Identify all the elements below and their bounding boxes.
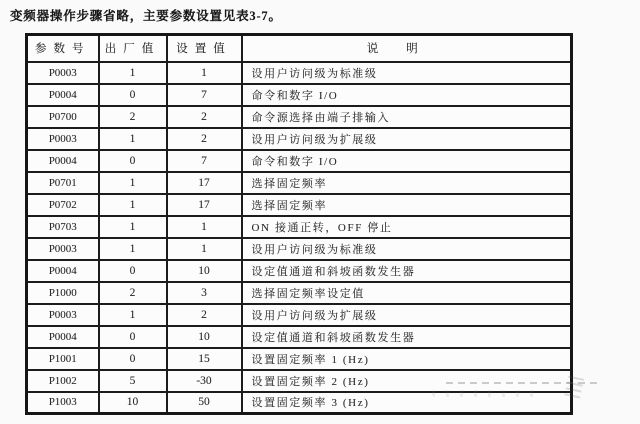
factory-value-cell: 1 bbox=[99, 238, 167, 260]
table-row bbox=[27, 282, 572, 304]
scan-artifact-smudge bbox=[432, 390, 542, 397]
param-number-cell: P0004 bbox=[27, 260, 99, 282]
factory-value-cell: 2 bbox=[99, 106, 167, 128]
description-cell: 设定值通道和斜坡函数发生器 bbox=[242, 326, 572, 348]
table-row bbox=[27, 106, 572, 128]
set-value-cell: 1 bbox=[167, 62, 242, 84]
parameter-table bbox=[25, 33, 573, 415]
set-value-cell: 15 bbox=[167, 348, 242, 370]
param-number-cell: P0004 bbox=[27, 326, 99, 348]
description-cell: 设置固定频率 3 (Hz) bbox=[242, 392, 572, 414]
table-row bbox=[27, 84, 572, 106]
table-row bbox=[27, 150, 572, 172]
factory-value-cell: 0 bbox=[99, 84, 167, 106]
set-value-cell: 10 bbox=[167, 260, 242, 282]
column-header-param: 参数号 bbox=[27, 35, 99, 62]
table-row bbox=[27, 304, 572, 326]
factory-value-cell: 0 bbox=[99, 326, 167, 348]
factory-value-cell: 5 bbox=[99, 370, 167, 392]
set-value-cell: 17 bbox=[167, 172, 242, 194]
description-cell: 选择固定频率 bbox=[242, 194, 572, 216]
param-number-cell: P1002 bbox=[27, 370, 99, 392]
table-row bbox=[27, 326, 572, 348]
table-row bbox=[27, 172, 572, 194]
param-number-cell: P1001 bbox=[27, 348, 99, 370]
table-row bbox=[27, 128, 572, 150]
factory-value-cell: 0 bbox=[99, 348, 167, 370]
page-title: 变频器操作步骤省略，主要参数设置见表3-7。 bbox=[10, 9, 282, 23]
description-cell: 命令和数字 I/O bbox=[242, 84, 572, 106]
param-number-cell: P0004 bbox=[27, 84, 99, 106]
param-number-cell: P0701 bbox=[27, 172, 99, 194]
description-cell: 设用户访问级为标准级 bbox=[242, 62, 572, 84]
set-value-cell: -30 bbox=[167, 370, 242, 392]
param-number-cell: P1003 bbox=[27, 392, 99, 414]
description-cell: 设置固定频率 2 (Hz) bbox=[242, 370, 572, 392]
description-cell: 设用户访问级为扩展级 bbox=[242, 304, 572, 326]
factory-value-cell: 1 bbox=[99, 216, 167, 238]
param-number-cell: P0003 bbox=[27, 304, 99, 326]
param-number-cell: P0703 bbox=[27, 216, 99, 238]
set-value-cell: 7 bbox=[167, 84, 242, 106]
set-value-cell: 1 bbox=[167, 216, 242, 238]
param-number-cell: P0003 bbox=[27, 238, 99, 260]
table-row bbox=[27, 260, 572, 282]
factory-value-cell: 10 bbox=[99, 392, 167, 414]
factory-value-cell: 0 bbox=[99, 150, 167, 172]
factory-value-cell: 1 bbox=[99, 172, 167, 194]
factory-value-cell: 1 bbox=[99, 304, 167, 326]
set-value-cell: 50 bbox=[167, 392, 242, 414]
set-value-cell: 2 bbox=[167, 128, 242, 150]
param-number-cell: P0702 bbox=[27, 194, 99, 216]
table-header-row bbox=[27, 35, 572, 62]
factory-value-cell: 0 bbox=[99, 260, 167, 282]
description-cell: 命令源选择由端子排输入 bbox=[242, 106, 572, 128]
description-cell: 设用户访问级为标准级 bbox=[242, 238, 572, 260]
factory-value-cell: 1 bbox=[99, 128, 167, 150]
table-row bbox=[27, 348, 572, 370]
param-number-cell: P0003 bbox=[27, 62, 99, 84]
description-cell: ON 接通正转，OFF 停止 bbox=[242, 216, 572, 238]
description-cell: 命令和数字 I/O bbox=[242, 150, 572, 172]
set-value-cell: 1 bbox=[167, 238, 242, 260]
param-number-cell: P0700 bbox=[27, 106, 99, 128]
set-value-cell: 7 bbox=[167, 150, 242, 172]
set-value-cell: 17 bbox=[167, 194, 242, 216]
description-cell: 设用户访问级为扩展级 bbox=[242, 128, 572, 150]
column-header-description: 说明 bbox=[242, 35, 572, 62]
table-row bbox=[27, 194, 572, 216]
description-cell: 选择固定频率设定值 bbox=[242, 282, 572, 304]
column-header-factory-value: 出厂值 bbox=[99, 35, 167, 62]
factory-value-cell: 1 bbox=[99, 62, 167, 84]
table-row bbox=[27, 370, 572, 392]
factory-value-cell: 1 bbox=[99, 194, 167, 216]
scan-artifact-squiggle bbox=[564, 376, 584, 401]
param-number-cell: P0004 bbox=[27, 150, 99, 172]
table-row bbox=[27, 216, 572, 238]
set-value-cell: 2 bbox=[167, 304, 242, 326]
description-cell: 设置固定频率 1 (Hz) bbox=[242, 348, 572, 370]
set-value-cell: 3 bbox=[167, 282, 242, 304]
table-row bbox=[27, 62, 572, 84]
column-header-set-value: 设置值 bbox=[167, 35, 242, 62]
set-value-cell: 2 bbox=[167, 106, 242, 128]
param-number-cell: P1000 bbox=[27, 282, 99, 304]
param-number-cell: P0003 bbox=[27, 128, 99, 150]
description-cell: 设定值通道和斜坡函数发生器 bbox=[242, 260, 572, 282]
table-row bbox=[27, 238, 572, 260]
description-cell: 选择固定频率 bbox=[242, 172, 572, 194]
factory-value-cell: 2 bbox=[99, 282, 167, 304]
set-value-cell: 10 bbox=[167, 326, 242, 348]
